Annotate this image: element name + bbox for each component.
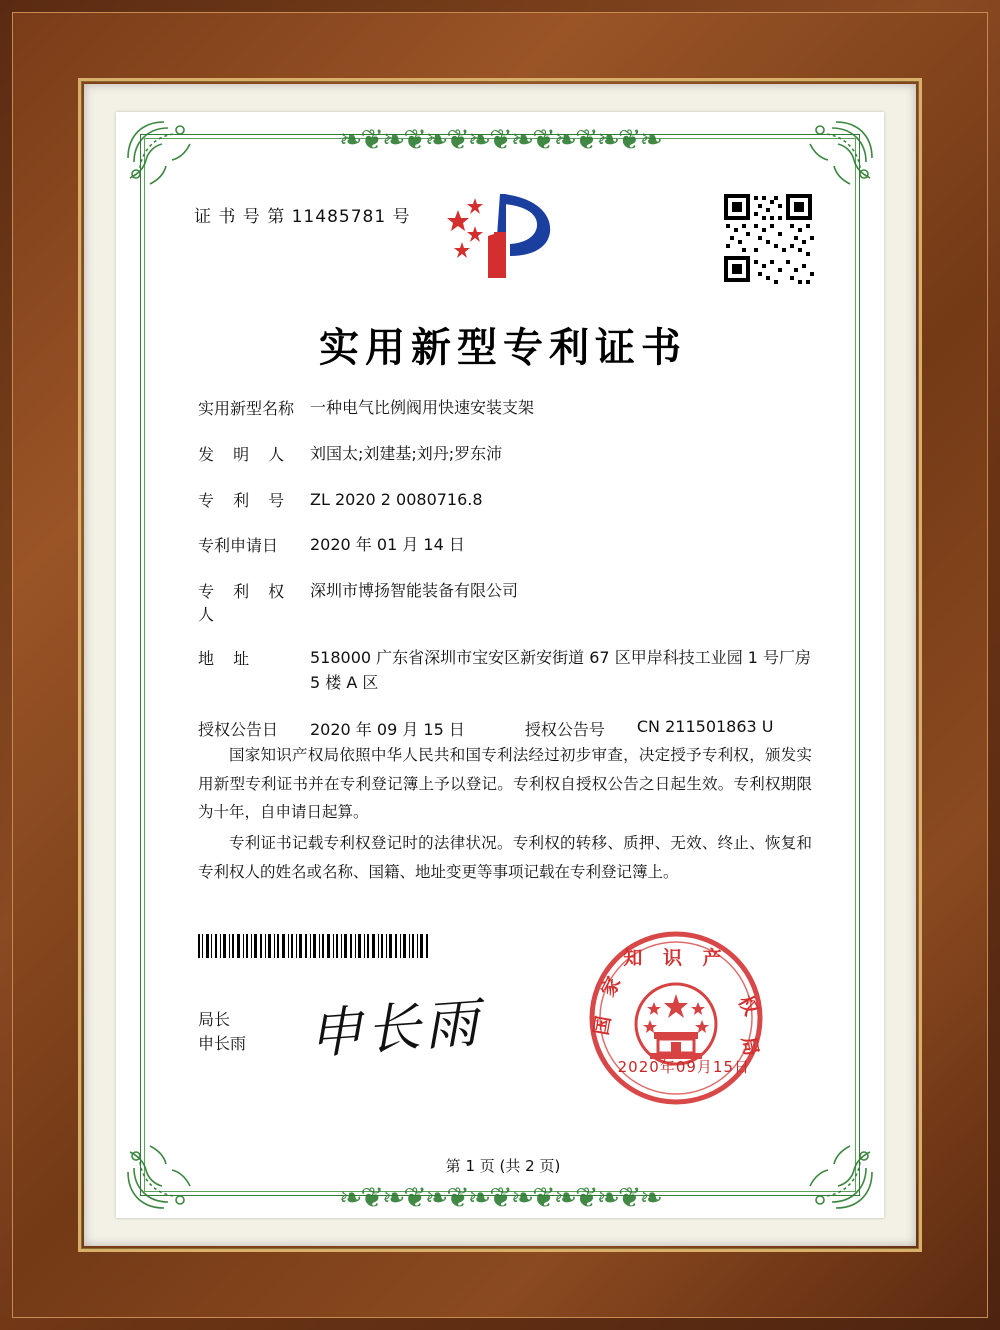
svg-text:权: 权 xyxy=(733,992,762,1020)
field-row-grant xyxy=(198,717,814,740)
field-label: 实用新型名称 xyxy=(198,399,295,418)
grant-date-group xyxy=(198,717,465,740)
certificate-fields xyxy=(198,396,814,758)
field-row-patentee xyxy=(198,579,814,625)
field-row-inventor xyxy=(198,442,814,467)
field-label: 专利申请日 xyxy=(198,536,279,556)
seal-date: 2020年09月15日 xyxy=(617,1058,750,1076)
barcode-icon xyxy=(198,934,430,958)
svg-text:知 识 产: 知 识 产 xyxy=(623,947,729,969)
director-name: 申长雨 xyxy=(198,1034,247,1053)
field-value: 刘国太;刘建基;刘丹;罗东沛 xyxy=(310,443,503,463)
field-label: 专 利 号 xyxy=(198,490,292,510)
field-label: 授权公告日 xyxy=(198,719,279,739)
field-value: 2020 年 09 月 15 日 xyxy=(310,719,465,739)
certificate-content xyxy=(178,186,828,1178)
column-gap xyxy=(465,717,525,740)
field-row-patent-no xyxy=(198,488,814,513)
director-block xyxy=(198,1008,246,1056)
page-title: 实用新型专利证书 xyxy=(319,325,687,371)
certificate-number: 证 书 号 第 11485781 号 xyxy=(194,207,411,227)
field-value: ZL 2020 2 0080716.8 xyxy=(310,489,483,509)
svg-text:国: 国 xyxy=(590,1014,616,1037)
svg-text:局: 局 xyxy=(737,1035,763,1058)
field-label: 地 址 xyxy=(198,649,257,669)
field-value: CN 211501863 U xyxy=(636,716,774,736)
field-label: 专 利 权 人 xyxy=(198,582,292,625)
certificate-paper xyxy=(116,112,884,1218)
field-value: 一种电气比例阀用快速安装支架 xyxy=(310,398,535,417)
field-value: 518000 广东省深圳市宝安区新安街道 67 区甲岸科技工业园 1 号厂房 5 楼 A 区 xyxy=(310,648,812,692)
ornament-bottom-icon: ❧❦❧❦❧❦❧❦❧❦❧❦❧❦❧ xyxy=(339,1182,661,1213)
official-seal-icon xyxy=(586,928,766,1108)
legal-paragraph-2: 专利证书记载专利权登记时的法律状况。专利权的转移、质押、无效、终止、恢复和专利权人的姓名或名称、国籍、地址变更等事项记载在专利登记簿上。 xyxy=(198,834,812,881)
handwritten-signature: 申长雨 xyxy=(306,992,485,1065)
field-row-name xyxy=(198,396,814,421)
field-label: 授权公告号 xyxy=(524,719,605,739)
field-label: 发 明 人 xyxy=(198,444,292,464)
ornament-top-icon: ❧❦❧❦❧❦❧❦❧❦❧❦❧❦❧ xyxy=(339,124,661,155)
field-row-address xyxy=(198,646,814,696)
field-value: 2020 年 01 月 14 日 xyxy=(310,535,465,555)
director-label: 局长 xyxy=(198,1010,231,1029)
legal-paragraph-1: 国家知识产权局依照中华人民共和国专利法经过初步审查，决定授予专利权，颁发实用新型专利证书并在专利登记簿上予以登记。专利权自授权公告之日起生效。专利权期限为十年，自申请日起算。 xyxy=(198,746,812,822)
grant-number-group xyxy=(525,717,774,740)
legal-text xyxy=(198,741,812,888)
svg-text:家: 家 xyxy=(596,973,626,1001)
cnipa-logo-icon xyxy=(428,186,578,296)
field-row-application-date xyxy=(198,533,814,558)
qr-code-icon xyxy=(722,192,814,284)
field-value: 深圳市博扬智能装备有限公司 xyxy=(310,581,519,601)
page-number: 第 1 页 (共 2 页) xyxy=(445,1157,561,1175)
